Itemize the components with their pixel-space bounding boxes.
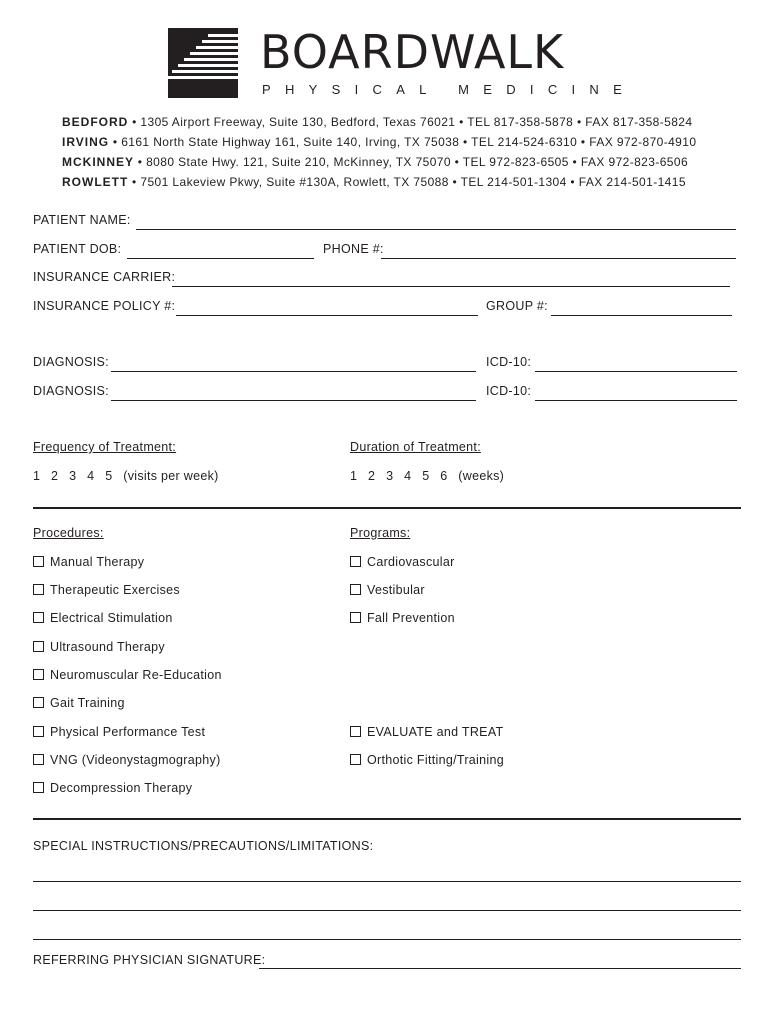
program-checkbox[interactable]: [350, 583, 425, 597]
section-divider: [33, 818, 741, 820]
insurance-carrier-label: INSURANCE CARRIER:: [33, 270, 176, 284]
procedure-label: Gait Training: [50, 696, 125, 710]
patient-dob-field[interactable]: [127, 258, 314, 259]
procedure-label: VNG (Videonystagmography): [50, 753, 221, 767]
diagnosis-2-field[interactable]: [111, 400, 476, 401]
procedure-checkbox[interactable]: [33, 583, 180, 597]
checkbox-icon[interactable]: [33, 782, 44, 793]
checkbox-icon[interactable]: [33, 726, 44, 737]
procedure-checkbox[interactable]: [33, 640, 165, 654]
procedure-checkbox[interactable]: [33, 696, 125, 710]
special-instructions-line[interactable]: [33, 910, 741, 911]
location-city: ROWLETT: [62, 175, 129, 189]
location-mckinney: MCKINNEY • 8080 State Hwy. 121, Suite 210, McKinney, TX 75070 • TEL 972-823-6505 • FAX 972-823-6506: [62, 155, 689, 169]
duration-heading: Duration of Treatment:: [350, 440, 481, 454]
procedure-label: Ultrasound Therapy: [50, 640, 165, 654]
procedure-checkbox[interactable]: [33, 668, 222, 682]
location-city: BEDFORD: [62, 115, 129, 129]
checkbox-icon[interactable]: [33, 697, 44, 708]
procedure-label: Neuromuscular Re-Education: [50, 668, 222, 682]
program-label: EVALUATE and TREAT: [367, 725, 504, 739]
procedure-checkbox[interactable]: [33, 611, 173, 625]
procedure-label: Decompression Therapy: [50, 781, 193, 795]
section-divider: [33, 507, 741, 509]
checkbox-icon[interactable]: [350, 612, 361, 623]
location-detail: 1305 Airport Freeway, Suite 130, Bedford, Texas 76021 • TEL 817-358-5878 • FAX 817-358-5824: [140, 115, 693, 129]
special-instructions-line[interactable]: [33, 881, 741, 882]
location-detail: 7501 Lakeview Pkwy, Suite #130A, Rowlett, TX 75088 • TEL 214-501-1304 • FAX 214-501-1415: [140, 175, 686, 189]
frequency-heading: Frequency of Treatment:: [33, 440, 177, 454]
diagnosis-1-field[interactable]: [111, 371, 476, 372]
duration-option[interactable]: 4: [404, 469, 412, 483]
duration-option[interactable]: 2: [368, 469, 376, 483]
insurance-policy-field[interactable]: [176, 315, 478, 316]
duration-unit: (weeks): [458, 469, 505, 483]
group-label: GROUP #:: [486, 299, 548, 313]
group-field[interactable]: [551, 315, 732, 316]
frequency-options: [33, 469, 226, 483]
location-city: MCKINNEY: [62, 155, 135, 169]
insurance-policy-label: INSURANCE POLICY #:: [33, 299, 176, 313]
special-instructions-line[interactable]: [33, 939, 741, 940]
checkbox-icon[interactable]: [350, 584, 361, 595]
icd10-2-field[interactable]: [535, 400, 737, 401]
frequency-option[interactable]: 5: [105, 469, 113, 483]
procedure-label: Therapeutic Exercises: [50, 583, 180, 597]
checkbox-icon[interactable]: [33, 754, 44, 765]
logo-stairs-icon: [168, 28, 238, 98]
phone-label: PHONE #:: [323, 242, 384, 256]
duration-option[interactable]: 5: [422, 469, 430, 483]
diagnosis-1-label: DIAGNOSIS:: [33, 355, 109, 369]
phone-field[interactable]: [381, 258, 736, 259]
checkbox-icon[interactable]: [350, 556, 361, 567]
checkbox-icon[interactable]: [33, 584, 44, 595]
brand-name: BOARDWALK: [260, 25, 565, 79]
checkbox-icon[interactable]: [33, 641, 44, 652]
procedure-checkbox[interactable]: [33, 555, 144, 569]
frequency-option[interactable]: 4: [87, 469, 95, 483]
procedure-label: Electrical Stimulation: [50, 611, 173, 625]
duration-option[interactable]: 6: [440, 469, 448, 483]
procedure-checkbox[interactable]: [33, 753, 221, 767]
signature-field[interactable]: [259, 968, 741, 969]
patient-name-field[interactable]: [136, 229, 736, 230]
programs-heading: Programs:: [350, 526, 411, 540]
location-detail: 6161 North State Highway 161, Suite 140, Irving, TX 75038 • TEL 214-524-6310 • FAX 972-870-4910: [121, 135, 697, 149]
duration-option[interactable]: 3: [386, 469, 394, 483]
frequency-option[interactable]: 3: [69, 469, 77, 483]
location-city: IRVING: [62, 135, 110, 149]
procedures-heading: Procedures:: [33, 526, 104, 540]
icd10-1-label: ICD-10:: [486, 355, 532, 369]
frequency-option[interactable]: 2: [51, 469, 59, 483]
special-instructions-label: SPECIAL INSTRUCTIONS/PRECAUTIONS/LIMITATIONS:: [33, 839, 374, 853]
checkbox-icon[interactable]: [33, 612, 44, 623]
duration-options: [350, 469, 511, 483]
program-label: Cardiovascular: [367, 555, 455, 569]
program-label: Fall Prevention: [367, 611, 455, 625]
insurance-carrier-field[interactable]: [172, 286, 730, 287]
duration-option[interactable]: 1: [350, 469, 358, 483]
diagnosis-2-label: DIAGNOSIS:: [33, 384, 109, 398]
patient-name-label: PATIENT NAME:: [33, 213, 131, 227]
location-bedford: BEDFORD • 1305 Airport Freeway, Suite 130, Bedford, Texas 76021 • TEL 817-358-5878 • FAX 817-358-5824: [62, 115, 693, 129]
brand-tagline: PHYSICAL MEDICINE: [262, 82, 637, 97]
procedure-label: Physical Performance Test: [50, 725, 206, 739]
patient-dob-label: PATIENT DOB:: [33, 242, 122, 256]
program-checkbox[interactable]: [350, 555, 455, 569]
location-irving: IRVING • 6161 North State Highway 161, Suite 140, Irving, TX 75038 • TEL 214-524-6310 • FAX 972-870-4910: [62, 135, 697, 149]
frequency-option[interactable]: 1: [33, 469, 41, 483]
location-rowlett: ROWLETT • 7501 Lakeview Pkwy, Suite #130A, Rowlett, TX 75088 • TEL 214-501-1304 • FAX 214-501-1415: [62, 175, 686, 189]
signature-label: REFERRING PHYSICIAN SIGNATURE:: [33, 953, 266, 967]
icd10-1-field[interactable]: [535, 371, 737, 372]
evaluate-treat-checkbox[interactable]: [350, 725, 503, 739]
boardwalk-logo: [168, 25, 637, 102]
program-checkbox[interactable]: [350, 611, 455, 625]
checkbox-icon[interactable]: [33, 669, 44, 680]
checkbox-icon[interactable]: [350, 754, 361, 765]
orthotic-fitting-checkbox[interactable]: [350, 753, 504, 767]
procedure-checkbox[interactable]: [33, 725, 205, 739]
program-label: Orthotic Fitting/Training: [367, 753, 504, 767]
frequency-unit: (visits per week): [123, 469, 219, 483]
procedure-checkbox[interactable]: [33, 781, 192, 795]
procedure-label: Manual Therapy: [50, 555, 145, 569]
checkbox-icon[interactable]: [33, 556, 44, 567]
icd10-2-label: ICD-10:: [486, 384, 532, 398]
location-detail: 8080 State Hwy. 121, Suite 210, McKinney, TX 75070 • TEL 972-823-6505 • FAX 972-823-6506: [146, 155, 689, 169]
checkbox-icon[interactable]: [350, 726, 361, 737]
program-label: Vestibular: [367, 583, 425, 597]
